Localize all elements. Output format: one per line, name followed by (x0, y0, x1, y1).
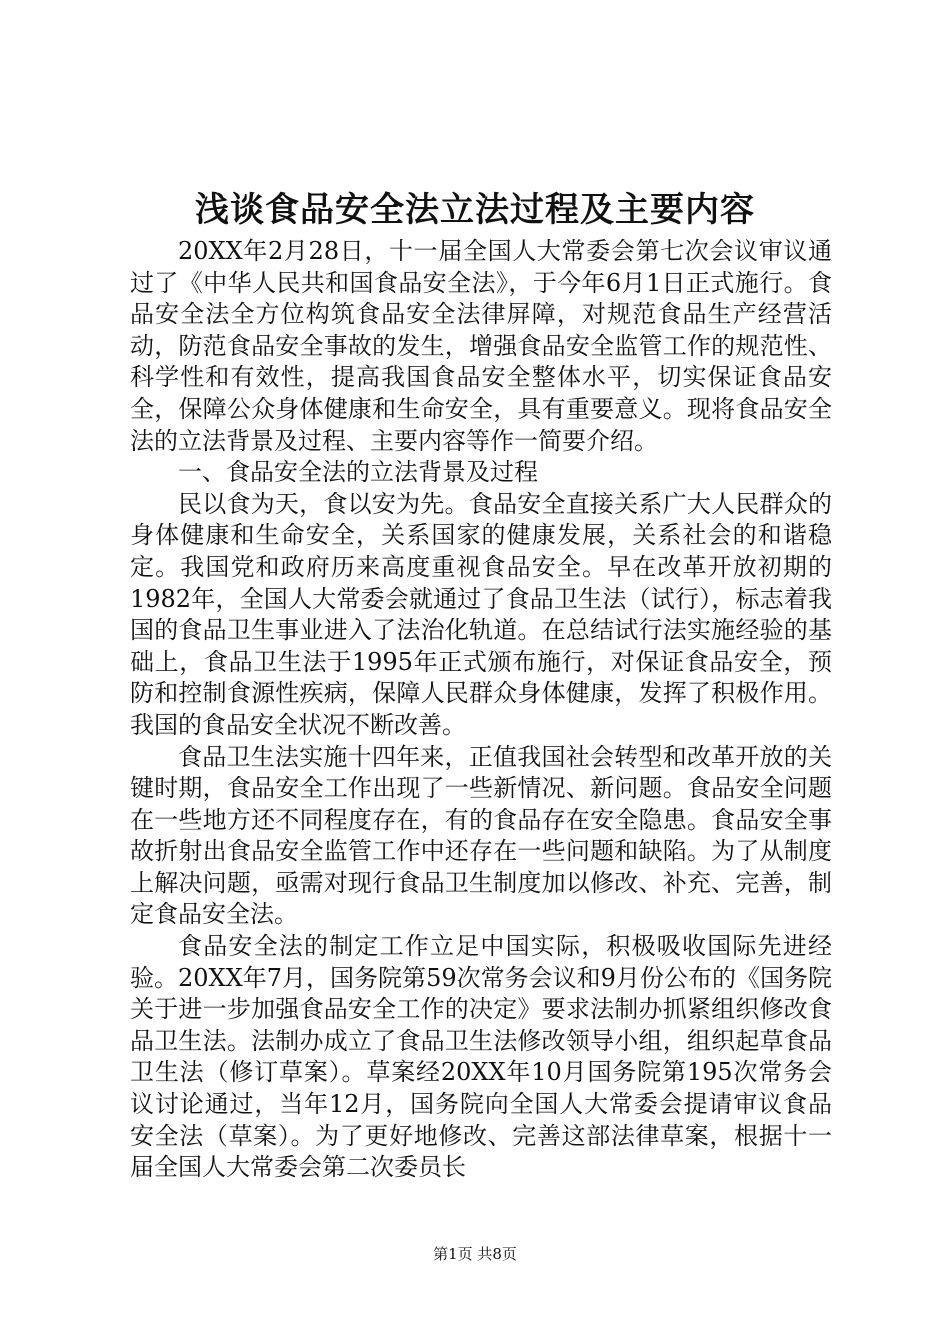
paragraph-intro: 20XX年2月28日，十一届全国人大常委会第七次会议审议通过了《中华人民共和国食品安全法》，于今年6月1日正式施行。食品安全法全方位构筑食品安全法律屏障，对规范食品生产经营活动，防范食品安全事故的发生，增强食品安全监管工作的规范性、科学性和有效性，提高我国食品安全整体水平，切实保证食品安全，保障公众身体健康和生命安全，具有重要意义。现将食品安全法的立法背景及过程、主要内容等作一简要介绍。 (130, 237, 832, 455)
section-heading: 一、食品安全法的立法背景及过程 (178, 458, 538, 487)
paragraph-new-issues: 食品卫生法实施十四年来，正值我国社会转型和改革开放的关键时期，食品安全工作出现了一些新情况、新问题。食品安全问题在一些地方还不同程度存在，有的食品存在安全隐患。食品安全事故折射出食品安全监管工作中还存在一些问题和缺陷。为了从制度上解决问题，亟需对现行食品卫生制度加以修改、补充、完善，制定食品安全法。 (130, 742, 832, 929)
document-body (130, 236, 832, 1184)
paragraph-background: 民以食为天，食以安为先。食品安全直接关系广大人民群众的身体健康和生命安全，关系国家的健康发展，关系社会的和谐稳定。我国党和政府历来高度重视食品安全。早在改革开放初期的1982年，全国人大常委会就通过了食品卫生法（试行），标志着我国的食品卫生事业进入了法治化轨道。在总结试行法实施经验的基础上，食品卫生法于1995年正式颁布施行，对保证食品安全，预防和控制食源性疾病，保障人民群众身体健康，发挥了积极作用。我国的食品安全状况不断改善。 (130, 489, 832, 739)
page-number-footer: 第1页 共8页 (433, 1245, 517, 1263)
document-title: 浅谈食品安全法立法过程及主要内容 (195, 190, 755, 230)
paragraph-process: 食品安全法的制定工作立足中国实际，积极吸收国际先进经验。20XX年7月，国务院第59次常务会议和9月份公布的《国务院关于进一步加强食品安全工作的决定》要求法制办抓紧组织修改食品卫生法。法制办成立了食品卫生法修改领导小组，组织起草食品卫生法（修订草案）。草案经20XX年10月国务院第195次常务会议讨论通过，当年12月，国务院向全国人大常委会提请审议食品安全法（草案）。为了更好地修改、完善这部法律草案，根据十一届全国人大常委会第二次委员长 (130, 932, 832, 1182)
